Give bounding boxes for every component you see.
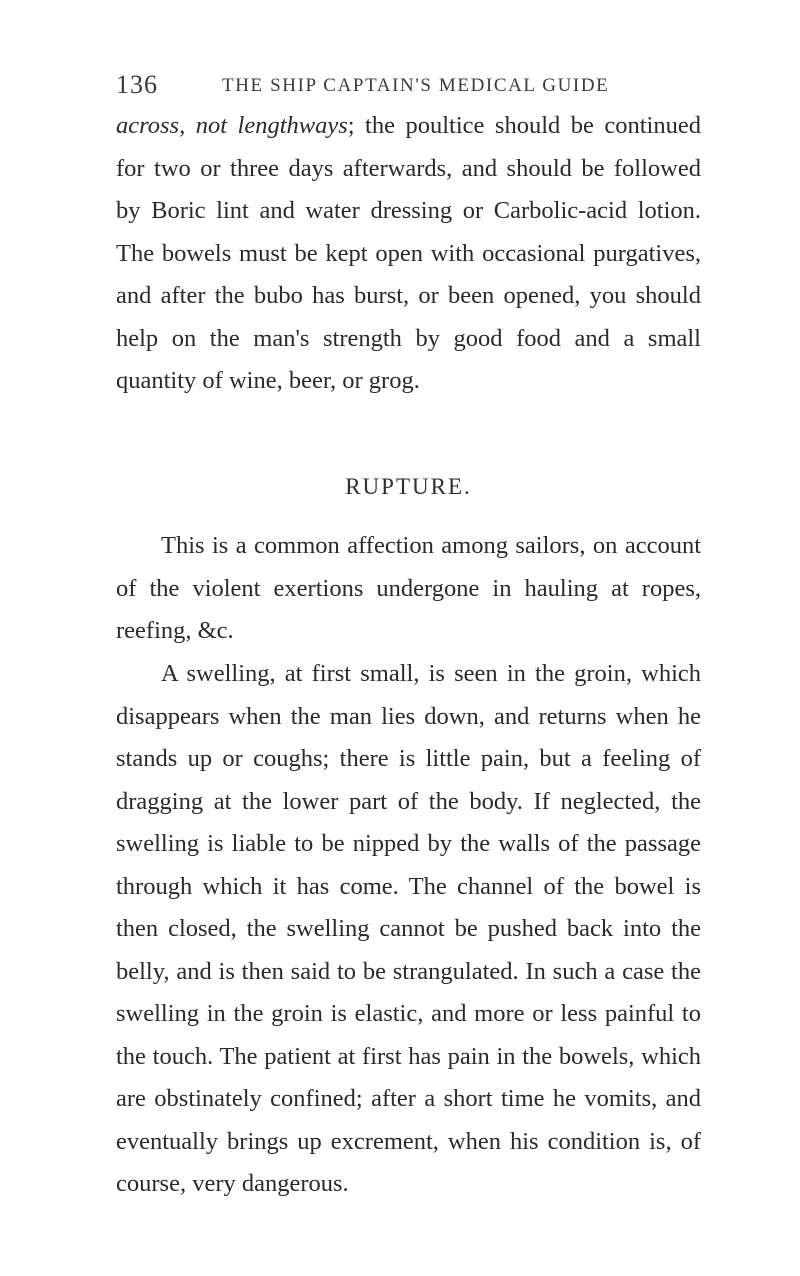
paragraph-continued bbox=[116, 105, 701, 403]
italic-phrase-across: across, bbox=[116, 112, 186, 139]
paragraph-text: This is a common affection among sailors, on account of the violent exertions undergone in hauling at ropes, reefing, &c. bbox=[116, 532, 701, 644]
running-title: THE SHIP CAPTAIN'S MEDICAL GUIDE bbox=[222, 75, 610, 96]
italic-phrase-not-lengthways: not lengthways bbox=[195, 112, 348, 139]
section-heading: RUPTURE. bbox=[345, 474, 472, 499]
paragraph-text: ; the poultice should be continued for two or three days afterwards, and should be followed by Boric lint and water dressing or Carbolic-acid lotion. The bowels must be kept open with occasional purgatives, and after the bubo has burst, or been opened, you should help on the man's strength by good food and a small quantity of wine, beer, or grog. bbox=[116, 112, 701, 394]
paragraph-text: A swelling, at first small, is seen in the groin, which disappears when the man lies down, and returns when he stands up or coughs; there is little pain, but a feeling of dragging at the lower part of the body. If neglected, the swelling is liable to be nipped by the walls of the passage through which it has come. The channel of the bowel is then closed, the swelling cannot be pushed back into the belly, and is then said to be strangulated. In such a case the swelling in the groin is elastic, and more or less painful to the touch. The patient at first has pain in the bowels, which are obstinately confined; after a short time he vomits, and eventually brings up excrement, when his condition is, of course, very dangerous. bbox=[116, 660, 701, 1197]
page-number: 136 bbox=[116, 70, 158, 99]
paragraph-rupture-intro bbox=[116, 525, 701, 653]
running-head bbox=[116, 70, 701, 106]
paragraph-rupture-symptoms bbox=[116, 653, 701, 1206]
